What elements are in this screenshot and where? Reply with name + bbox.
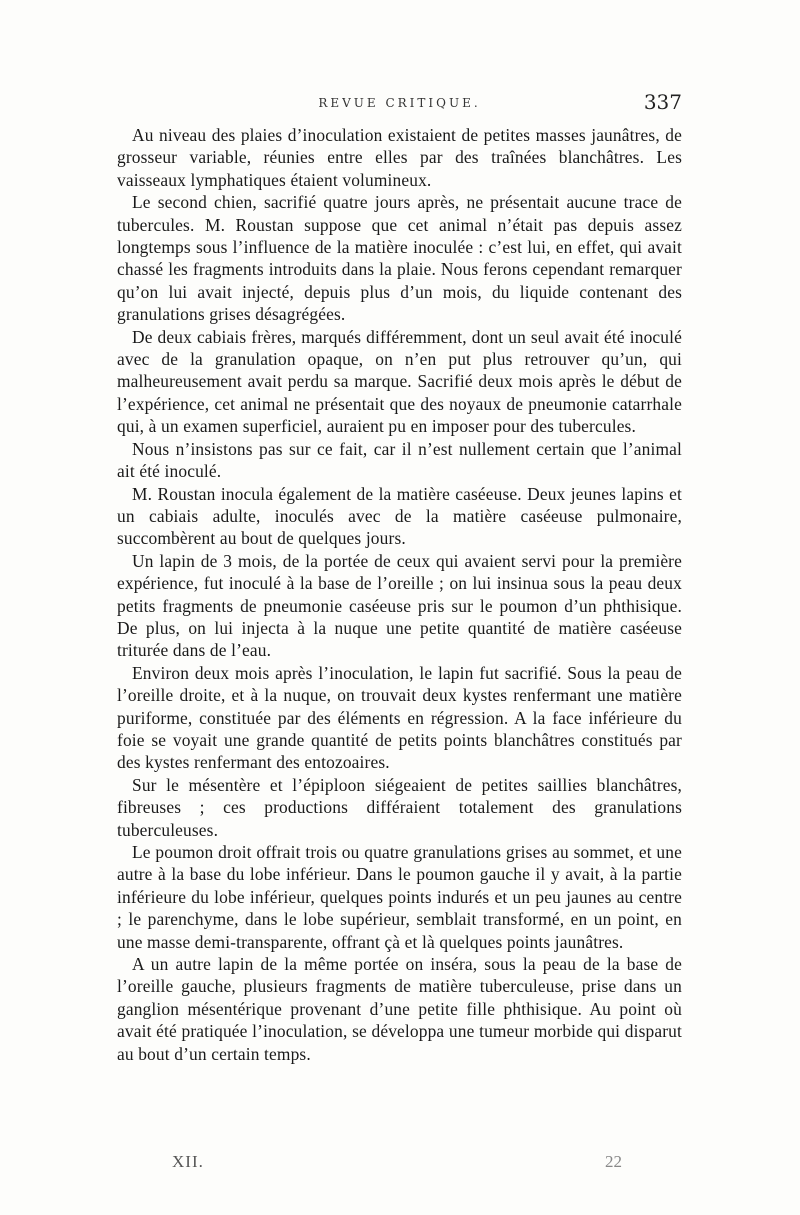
paragraph: Le second chien, sacrifié quatre jours après, ne présentait aucune trace de tubercules. M. Roustan suppose que cet animal n’était pas depuis assez longtemps sous l’influence de la matière inoculée : c’est lui, en effet, qui avait chassé les fragments introduits dans la plaie. Nous ferons cependant remarquer qu’on lui avait injecté, depuis plus d’un mois, du liquide contenant des granulations grises désagrégées. xyxy=(117,192,682,325)
paragraph: Sur le mésentère et l’épiploon siégeaient de petites saillies blanchâtres, fibreuses ; ces productions différaient totalement des granulations tuberculeuses. xyxy=(117,774,682,840)
body-text xyxy=(117,124,682,1065)
paragraph: M. Roustan inocula également de la matière caséeuse. Deux jeunes lapins et un cabiais adulte, inoculés avec de la matière caséeuse pulmonaire, succombèrent au bout de quelques jours. xyxy=(117,483,682,549)
paragraph: A un autre lapin de la même portée on inséra, sous la peau de la base de l’oreille gauche, plusieurs fragments de matière tuberculeuse, prise dans un ganglion mésentérique provenant d’une petite fille phthisique. Au point où avait été pratiquée l’inoculation, se développa une tumeur morbide qui disparut au bout d’un certain temps. xyxy=(117,954,682,1064)
paragraph: Au niveau des plaies d’inoculation existaient de petites masses jaunâtres, de grosseur variable, réunies entre elles par des traînées blanchâtres. Les vaisseaux lymphatiques étaient volumineux. xyxy=(117,125,682,190)
paragraph: Nous n’insistons pas sur ce fait, car il n’est nullement certain que l’animal ait été inoculé. xyxy=(117,438,682,482)
volume-signature: XII. xyxy=(172,1152,204,1171)
paragraph: Le poumon droit offrait trois ou quatre granulations grises au sommet, et une autre à la base du lobe inférieur. Dans le poumon gauche il y avait, à la partie inférieure du lobe inférieur, quelques points indurés et un peu jaunes au centre ; le parenchyme, dans le lobe supérieur, semblait transformé, en un point, en une masse demi-transparente, offrant çà et là quelques points jaunâtres. xyxy=(117,842,682,952)
sheet-signature: 22 xyxy=(605,1152,622,1171)
paragraph: De deux cabiais frères, marqués différemment, dont un seul avait été inoculé avec de la granulation opaque, on n’en put plus retrouver qu’un, qui malheureusement avait perdu sa marque. Sacrifié deux mois après le début de l’expérience, cet animal ne présentait que des noyaux de pneumonie catarrhale qui, à un examen superficiel, auraient pu en imposer pour des tubercules. xyxy=(117,326,682,437)
page-number: 337 xyxy=(643,90,682,114)
paragraph: Environ deux mois après l’inoculation, le lapin fut sacrifié. Sous la peau de l’oreille droite, et à la nuque, on trouvait deux kystes renfermant une matière puriforme, constituée par des éléments en régression. A la face inférieure du foie se voyait une grande quantité de petits points blanchâtres constitués par des kystes renfermant des entozoaires. xyxy=(117,662,682,773)
page-footer xyxy=(117,1152,682,1180)
paragraph: Un lapin de 3 mois, de la portée de ceux qui avaient servi pour la première expérience, fut inoculé à la base de l’oreille ; on lui insinua sous la peau deux petits fragments de pneumonie caséeuse pris sur le poumon d’un phthisique. De plus, on lui injecta à la nuque une petite quantité de matière caséeuse triturée dans de l’eau. xyxy=(117,550,682,661)
running-head xyxy=(117,90,682,120)
running-title: REVUE CRITIQUE. xyxy=(318,96,481,110)
